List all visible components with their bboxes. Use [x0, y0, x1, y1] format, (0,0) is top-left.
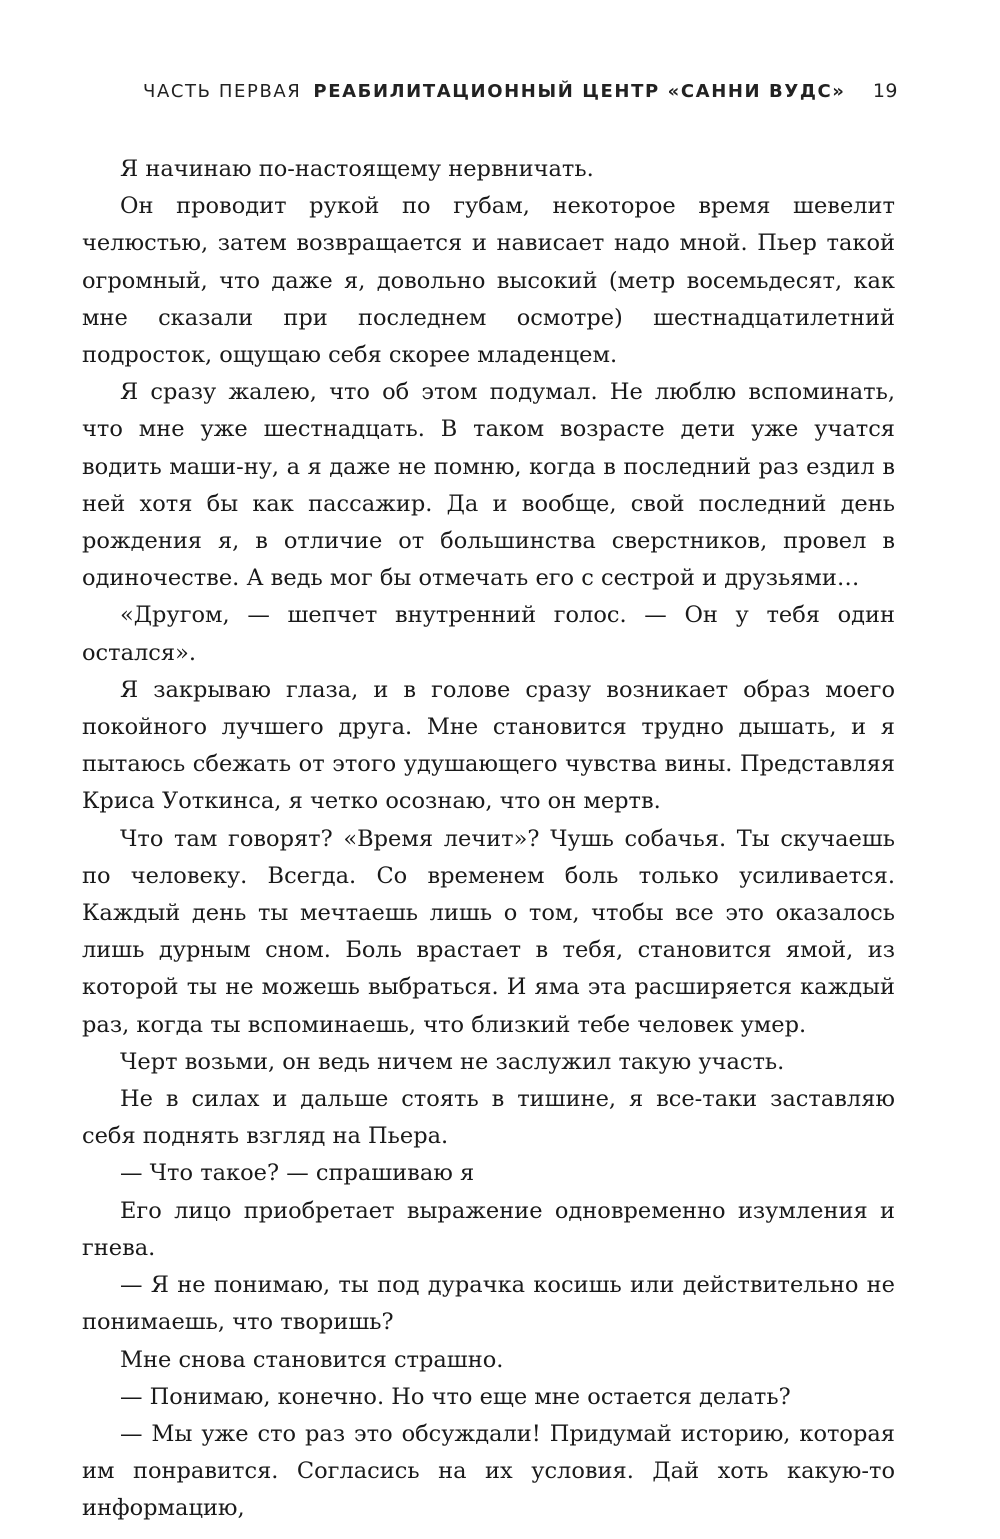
page-number: 19: [872, 80, 898, 102]
paragraph: — Я не понимаю, ты под дурачка косишь или действительно не понимаешь, что творишь?: [82, 1272, 895, 1336]
paragraph: — Что такое? — спрашиваю я: [120, 1160, 475, 1187]
paragraph: Мне снова становится страшно.: [120, 1346, 504, 1373]
paragraph: Я закрываю глаза, и в голове сразу возникает образ моего покойного лучшего друга. Мне становится трудно дышать, и я пытаюсь сбежать от этого удушающего чувства вины. Представляя Криса Уоткинса, я четко осознаю, что он мертв.: [82, 676, 895, 815]
paragraph: «Другом, — шепчет внутренний голос. — Он у тебя один остался».: [82, 602, 895, 666]
paragraph: — Понимаю, конечно. Но что еще мне остается делать?: [120, 1383, 791, 1410]
paragraph: Что там говорят? «Время лечит»? Чушь собачья. Ты скучаешь по человеку. Всегда. Со временем боль только усиливается. Каждый день ты мечтаешь лишь о том, чтобы все это оказалось лишь дурным сном. Боль врастает в тебя, становится ямой, из которой ты не можешь выбраться. И яма эта расширяется каждый раз, когда ты вспоминаешь, что близкий тебе человек умер.: [82, 825, 895, 1038]
header-part-label: ЧАСТЬ ПЕРВАЯ: [143, 81, 302, 102]
paragraph: Я начинаю по-настоящему нервничать.: [120, 156, 594, 182]
paragraph: Не в силах и дальше стоять в тишине, я все-таки заставляю себя поднять взгляд на Пьера.: [82, 1086, 895, 1150]
paragraph: Он проводит рукой по губам, некоторое время шевелит челюстью, затем возвращается и нависает надо мной. Пьер такой огромный, что даже я, довольно высокий (метр восемьдесят, как мне сказали при последнем осмотре) шестнадцатилетний подросток, ощущаю себя скорее младенцем.: [82, 193, 895, 369]
running-header: [143, 80, 898, 114]
paragraph: Его лицо приобретает выражение одновременно изумления и гнева.: [82, 1197, 895, 1261]
paragraph: Я сразу жалею, что об этом подумал. Не люблю вспоминать, что мне уже шестнадцать. В таком возрасте дети уже учатся водить маши-ну, а я даже не помню, когда в последний раз ездил в ней хотя бы как пассажир. Да и вообще, свой последний день рождения я, в отличие от большинства сверстников, провел в одиночестве. А ведь мог бы отмечать его с сестрой и друзьями…: [82, 379, 895, 592]
body-text: [82, 151, 895, 1528]
paragraph: Черт возьми, он ведь ничем не заслужил такую участь.: [120, 1048, 785, 1075]
paragraph: — Мы уже сто раз это обсуждали! Придумай историю, которая им понравится. Согласись на их условия. Дай хоть какую-то информацию,: [82, 1420, 895, 1522]
header-chapter-title: РЕАБИЛИТАЦИОННЫЙ ЦЕНТР «САННИ ВУДС»: [313, 81, 846, 102]
